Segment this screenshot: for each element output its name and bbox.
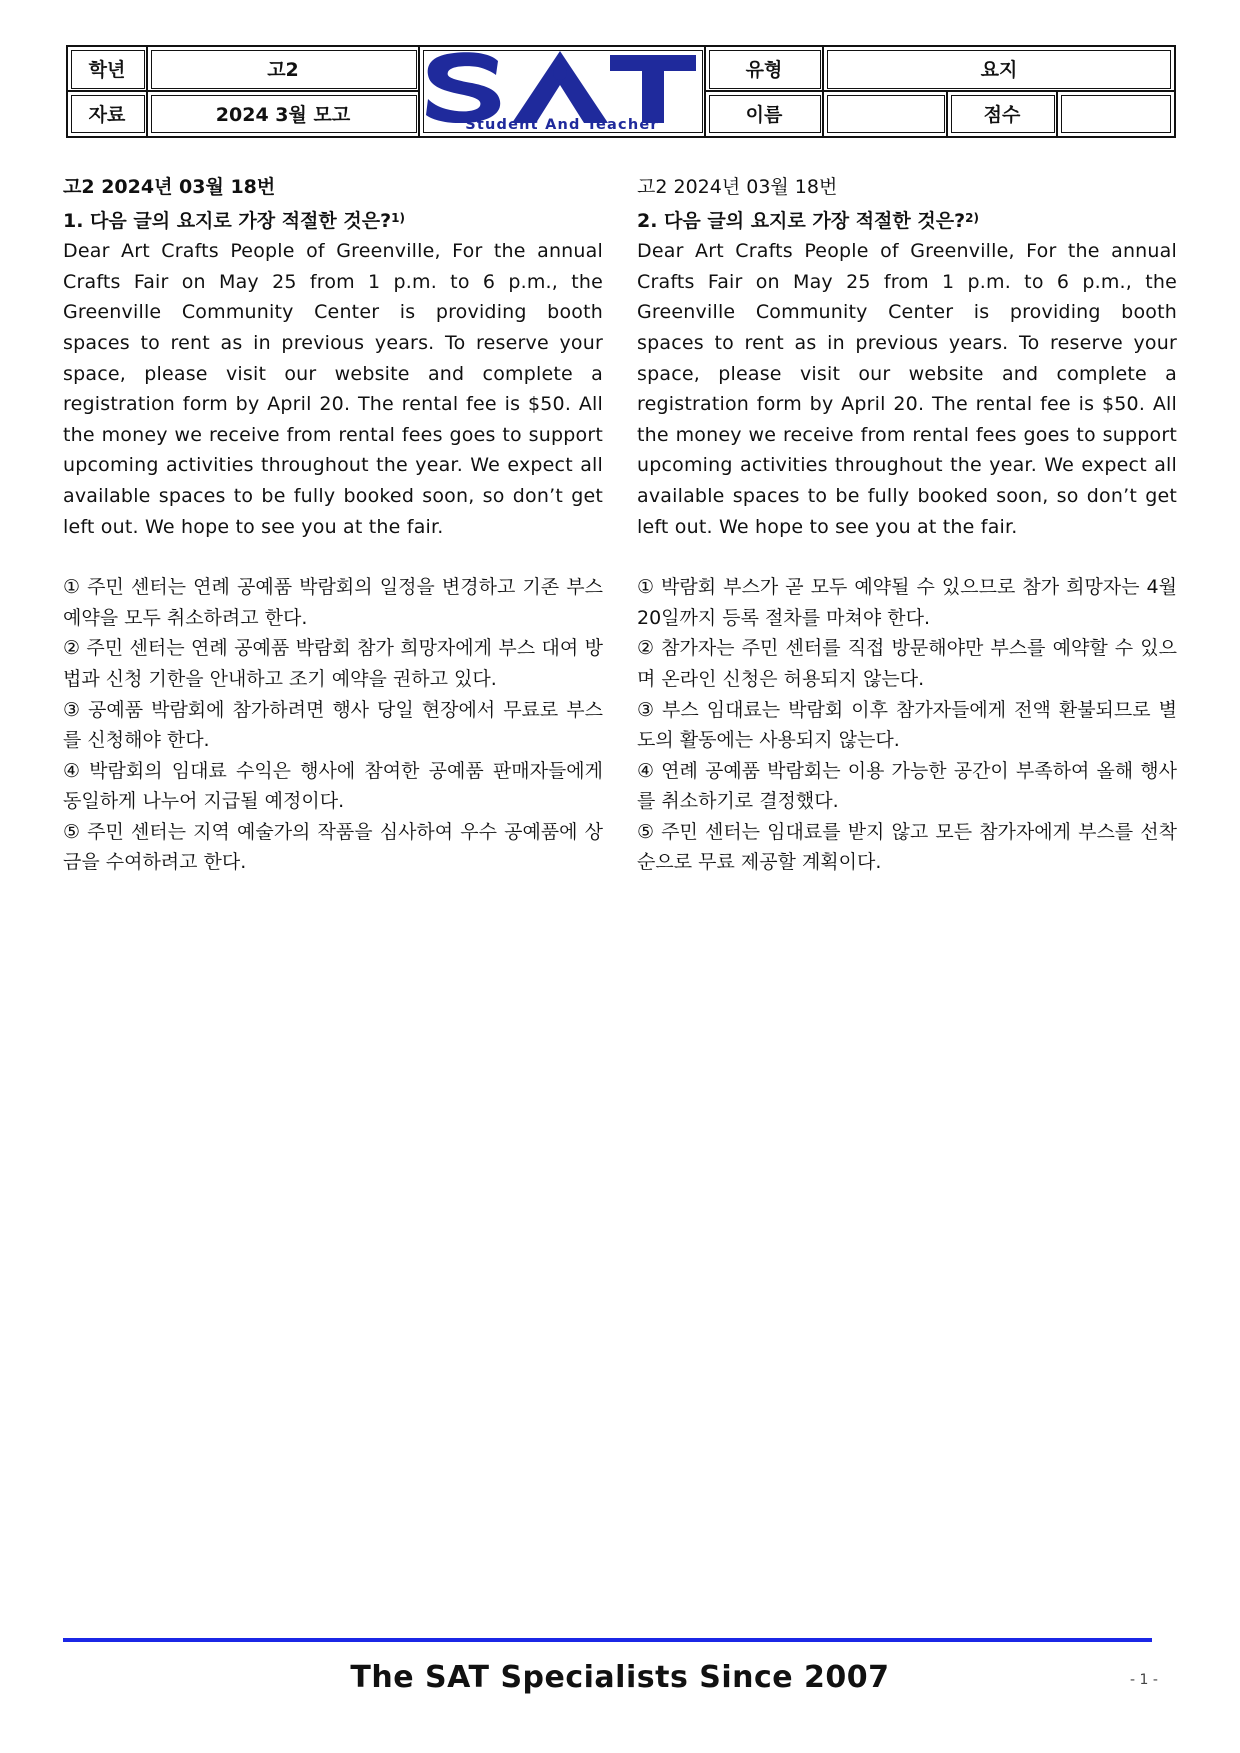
logo-subtitle: Student And Teacher: [465, 117, 659, 133]
choice-2[interactable]: [63, 633, 603, 694]
grade-label: 학년: [68, 47, 148, 92]
grade-value: 고2: [148, 47, 420, 92]
sat-logo: [420, 47, 706, 136]
choice-2[interactable]: [637, 633, 1177, 694]
question-title-text: 1. 다음 글의 요지로 가장 적절한 것은?: [63, 209, 392, 232]
footnote-marker: 1): [391, 210, 405, 225]
footnote-marker: 2): [965, 210, 979, 225]
name-label: 이름: [706, 92, 824, 137]
source-value: 2024 3월 모고: [148, 92, 420, 137]
page-number: - 1 -: [1130, 1672, 1158, 1688]
passage: Dear Art Crafts People of Greenville, For the annual Crafts Fair on May 25 from 1 p.m. to 6 p.m., the Greenville Community Center is providing booth spaces to rent as in previous years. To reserve your space, please visit our website and complete a registration form by April 20. The rental fee is $50. All the money we receive from rental fees goes to support upcoming activities throughout the year. We expect all available spaces to be fully booked soon, so don’t get left out. We hope to see you at the fair.: [637, 240, 1177, 538]
choice-list: [63, 572, 603, 878]
choice-number: ④: [637, 759, 656, 782]
choice-5[interactable]: [637, 817, 1177, 878]
choice-number: ③: [63, 698, 83, 721]
choice-4[interactable]: [63, 756, 603, 817]
question-2: [637, 172, 1177, 878]
name-field[interactable]: [824, 92, 948, 137]
choice-1[interactable]: [63, 572, 603, 633]
question-source: 고2 2024년 03월 18번: [63, 176, 276, 198]
choice-5[interactable]: [63, 817, 603, 878]
choice-3[interactable]: [63, 695, 603, 756]
type-value: 요지: [824, 47, 1174, 92]
footer-slogan: The SAT Specialists Since 2007: [350, 1660, 890, 1695]
choice-4[interactable]: [637, 756, 1177, 817]
choice-number: ③: [637, 698, 657, 721]
choice-list: [637, 572, 1177, 878]
choice-text: 주민 센터는 지역 예술가의 작품을 심사하여 우수 공예품에 상금을 수여하려고 한다.: [63, 820, 603, 874]
choice-text: 공예품 박람회에 참가하려면 행사 당일 현장에서 무료로 부스를 신청해야 한다.: [63, 698, 603, 752]
question-1: [63, 172, 603, 878]
choice-3[interactable]: [637, 695, 1177, 756]
choice-number: ⑤: [63, 820, 82, 843]
question-title-text: 2. 다음 글의 요지로 가장 적절한 것은?: [637, 209, 966, 232]
question-title: [637, 203, 1177, 237]
header-table: [66, 45, 1176, 138]
choice-number: ②: [637, 637, 656, 660]
score-label: 점수: [948, 92, 1058, 137]
choice-text: 주민 센터는 연례 공예품 박람회 참가 희망자에게 부스 대여 방법과 신청 기한을 안내하고 조기 예약을 권하고 있다.: [63, 637, 603, 690]
choice-text: 참가자는 주민 센터를 직접 방문해야만 부스를 예약할 수 있으며 온라인 신청은 허용되지 않는다.: [637, 637, 1177, 690]
choice-number: ⑤: [637, 820, 656, 843]
type-label: 유형: [706, 47, 824, 92]
question-title: [63, 203, 603, 237]
choice-number: ④: [63, 759, 84, 782]
score-field[interactable]: [1058, 92, 1174, 137]
choice-text: 부스 임대료는 박람회 이후 참가자들에게 전액 환불되므로 별도의 활동에는 사용되지 않는다.: [637, 698, 1177, 752]
choice-number: ①: [63, 576, 82, 599]
choice-1[interactable]: [637, 572, 1177, 633]
footer-divider: [63, 1638, 1152, 1642]
source-label: 자료: [68, 92, 148, 137]
choice-text: 박람회 부스가 곧 모두 예약될 수 있으므로 참가 희망자는 4월 20일까지 등록 절차를 마쳐야 한다.: [637, 576, 1177, 629]
passage: Dear Art Crafts People of Greenville, For the annual Crafts Fair on May 25 from 1 p.m. to 6 p.m., the Greenville Community Center is providing booth spaces to rent as in previous years. To reserve your space, please visit our website and complete a registration form by April 20. The rental fee is $50. All the money we receive from rental fees goes to support upcoming activities throughout the year. We expect all available spaces to be fully booked soon, so don’t get left out. We hope to see you at the fair.: [63, 240, 603, 538]
choice-number: ②: [63, 637, 81, 660]
choice-text: 연례 공예품 박람회는 이용 가능한 공간이 부족하여 올해 행사를 취소하기로 결정했다.: [637, 759, 1177, 813]
choice-text: 주민 센터는 임대료를 받지 않고 모든 참가자에게 부스를 선착순으로 무료 제공할 계획이다.: [637, 820, 1177, 874]
choice-text: 주민 센터는 연례 공예품 박람회의 일정을 변경하고 기존 부스 예약을 모두 취소하려고 한다.: [63, 576, 603, 629]
question-source: 고2 2024년 03월 18번: [637, 176, 838, 198]
choice-number: ①: [637, 576, 656, 599]
choice-text: 박람회의 임대료 수익은 행사에 참여한 공예품 판매자들에게 동일하게 나누어 지급될 예정이다.: [63, 759, 603, 813]
